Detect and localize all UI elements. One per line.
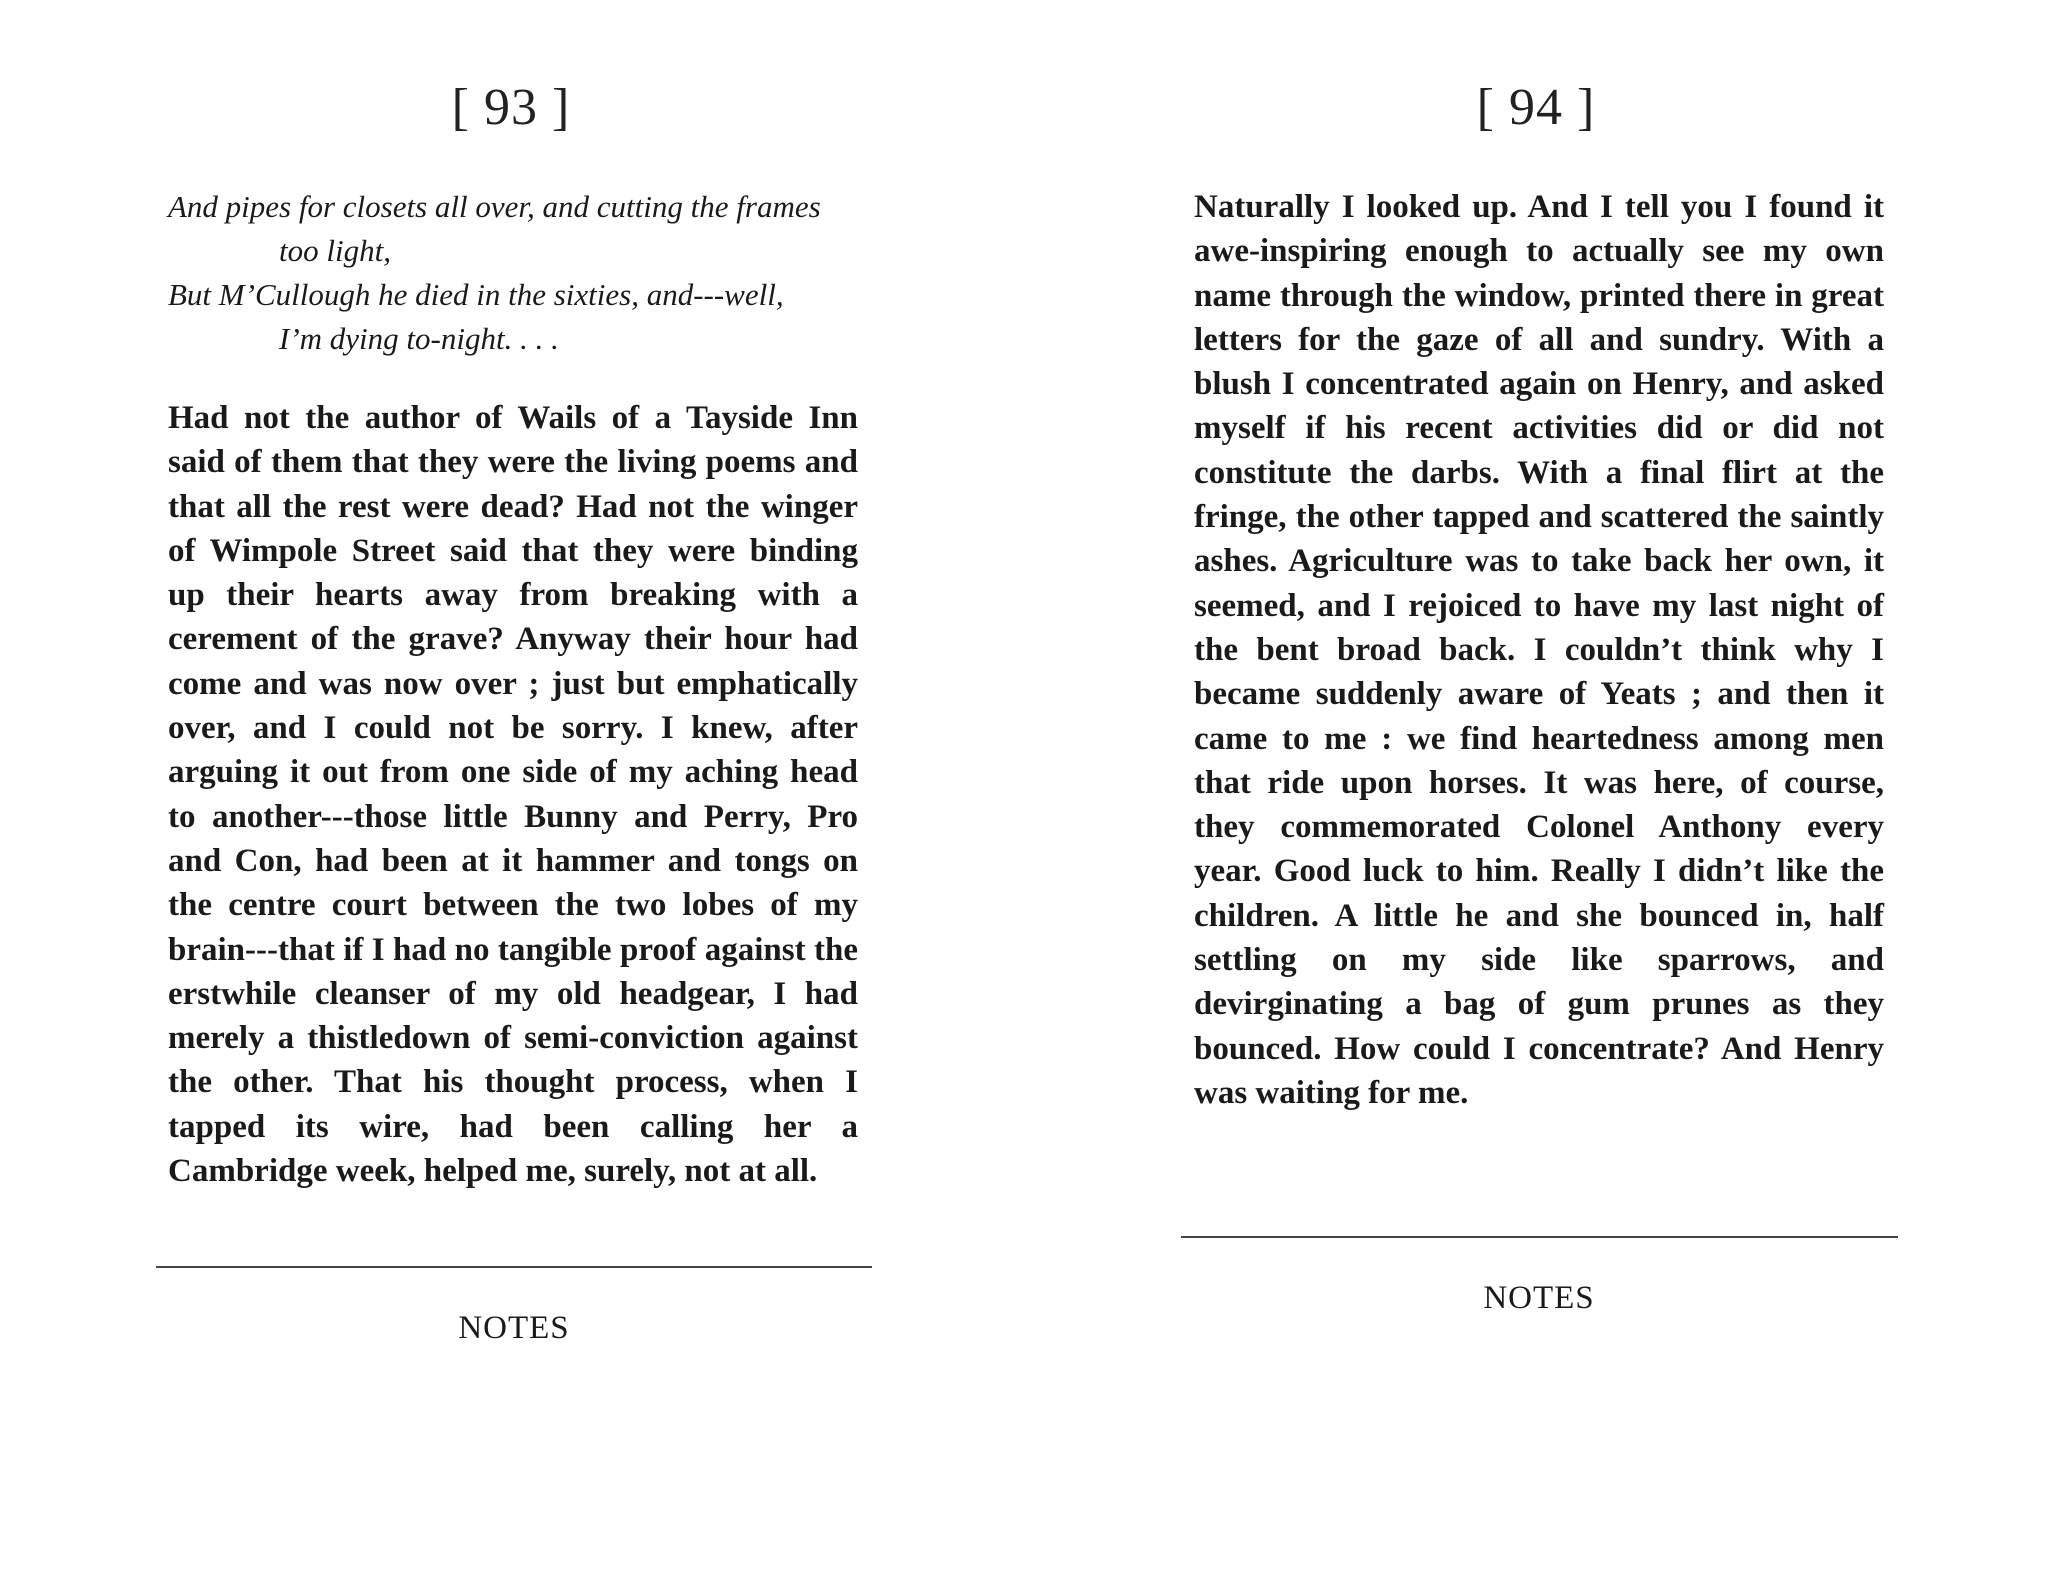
verse-line: But M’Cullough he died in the sixties, and---well,: [168, 277, 784, 312]
notes-divider: [1181, 1236, 1898, 1238]
notes-heading: NOTES: [458, 1310, 570, 1346]
right-page: [1024, 0, 2048, 1582]
page-number: [ 93 ]: [451, 79, 571, 136]
notes-heading: NOTES: [1483, 1280, 1595, 1316]
verse-line: too light,: [279, 233, 391, 268]
notes-divider: [156, 1266, 872, 1268]
body-paragraph: Had not the author of Wails of a Tayside Inn said of them that they were the living poems and that all the rest were dead? Had not the winger of Wimpole Street said that they were binding up their hearts away from breaking with a cerement of the grave? Anyway their hour had come and was now over ; just but emphatically over, and I could not be sorry. I knew, after arguing it out from one side of my aching head to another---those little Bunny and Perry, Pro and Con, had been at it hammer and tongs on the centre court between the two lobes of my brain---that if I had no tangible proof against the erstwhile cleanser of my old headgear, I had merely a thistledown of semi-conviction against the other. That his thought process, when I tapped its wire, had been calling her a Cambridge week, helped me, surely, not at all.: [168, 400, 858, 1190]
verse-line: I’m dying to-night. . . .: [279, 321, 559, 356]
verse-line: And pipes for closets all over, and cutting the frames: [168, 189, 821, 224]
body-paragraph: Naturally I looked up. And I tell you I found it awe-inspiring enough to actually see my own name through the window, printed there in great letters for the gaze of all and sundry. With a blush I concentrated again on Henry, and asked myself if his recent activities did or did not constitute the darbs. With a final flirt at the fringe, the other tapped and scattered the saintly ashes. Agriculture was to take back her own, it seemed, and I rejoiced to have my last night of the bent broad back. I couldn’t think why I became suddenly aware of Yeats ; and then it came to me : we find heartedness among men that ride upon horses. It was here, of course, they commemorated Colonel Anthony every year. Good luck to him. Really I didn’t like the children. A little he and she bounced in, half settling on my side like sparrows, and devirginating a bag of gum prunes as they bounced. How could I concentrate? And Henry was waiting for me.: [1194, 189, 1884, 1111]
page-number: [ 94 ]: [1476, 79, 1596, 136]
verse-block: [168, 185, 868, 361]
